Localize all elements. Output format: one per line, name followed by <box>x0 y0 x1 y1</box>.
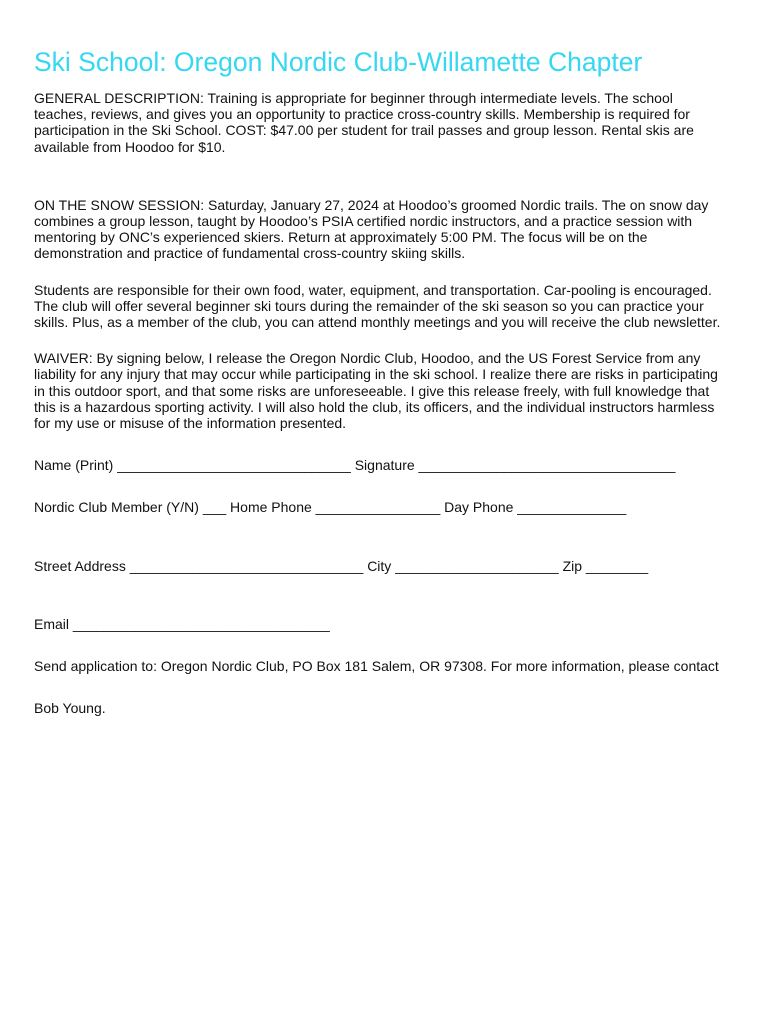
send-application-text: Send application to: Oregon Nordic Club, PO Box 181 Salem, OR 97308. For more information, please contact <box>34 658 719 675</box>
students-paragraph: Students are responsible for their own food, water, equipment, and transportation. Car-pooling is encouraged. The club will offer several beginner ski tours during the remainder of the ski season so you can practice your skills. Plus, as a member of the club, you can attend monthly meetings and you will receive the club newsletter. <box>34 281 721 331</box>
general-description-paragraph: GENERAL DESCRIPTION: Training is appropriate for beginner through intermediate levels. The school teaches, reviews, and gives you an opportunity to practice cross-country skills. Membership is required for participation in the Ski School. COST: $47.00 per student for trail passes and group lesson. Rental skis are available from Hoodoo for $10. <box>34 90 694 155</box>
snow-session-paragraph: ON THE SNOW SESSION: Saturday, January 27, 2024 at Hoodoo’s groomed Nordic trails. The on snow day combines a group lesson, taught by Hoodoo’s PSIA certified nordic instructors, and a practice session with mentoring by ONC’s experienced skiers. Return at approximately 5:00 PM. The focus will be on the demonstration and practice of fundamental cross-country skiing skills. <box>34 196 709 262</box>
email-field: Email _________________________________ <box>34 615 330 632</box>
name-signature-field: Name (Print) ______________________________ Signature _________________________________ <box>34 457 676 474</box>
document-page <box>34 46 724 716</box>
contact-name: Bob Young. <box>34 700 106 717</box>
page-title: Ski School: Oregon Nordic Club-Willamette Chapter <box>34 47 643 77</box>
member-phone-field: Nordic Club Member (Y/N) ___ Home Phone ________________ Day Phone ______________ <box>34 499 627 516</box>
waiver-paragraph: WAIVER: By signing below, I release the Oregon Nordic Club, Hoodoo, and the US Forest Service from any liability for any injury that may occur while participating in the ski school. I realize there are risks in participating in this outdoor sport, and that some risks are unforeseeable. I give this release freely, with full knowledge that this is a hazardous sporting activity. I will also hold the club, its officers, and the individual instructors harmless for my use or misuse of the information presented. <box>34 350 718 432</box>
address-field: Street Address ______________________________ City _____________________ Zip ________ <box>34 557 649 574</box>
